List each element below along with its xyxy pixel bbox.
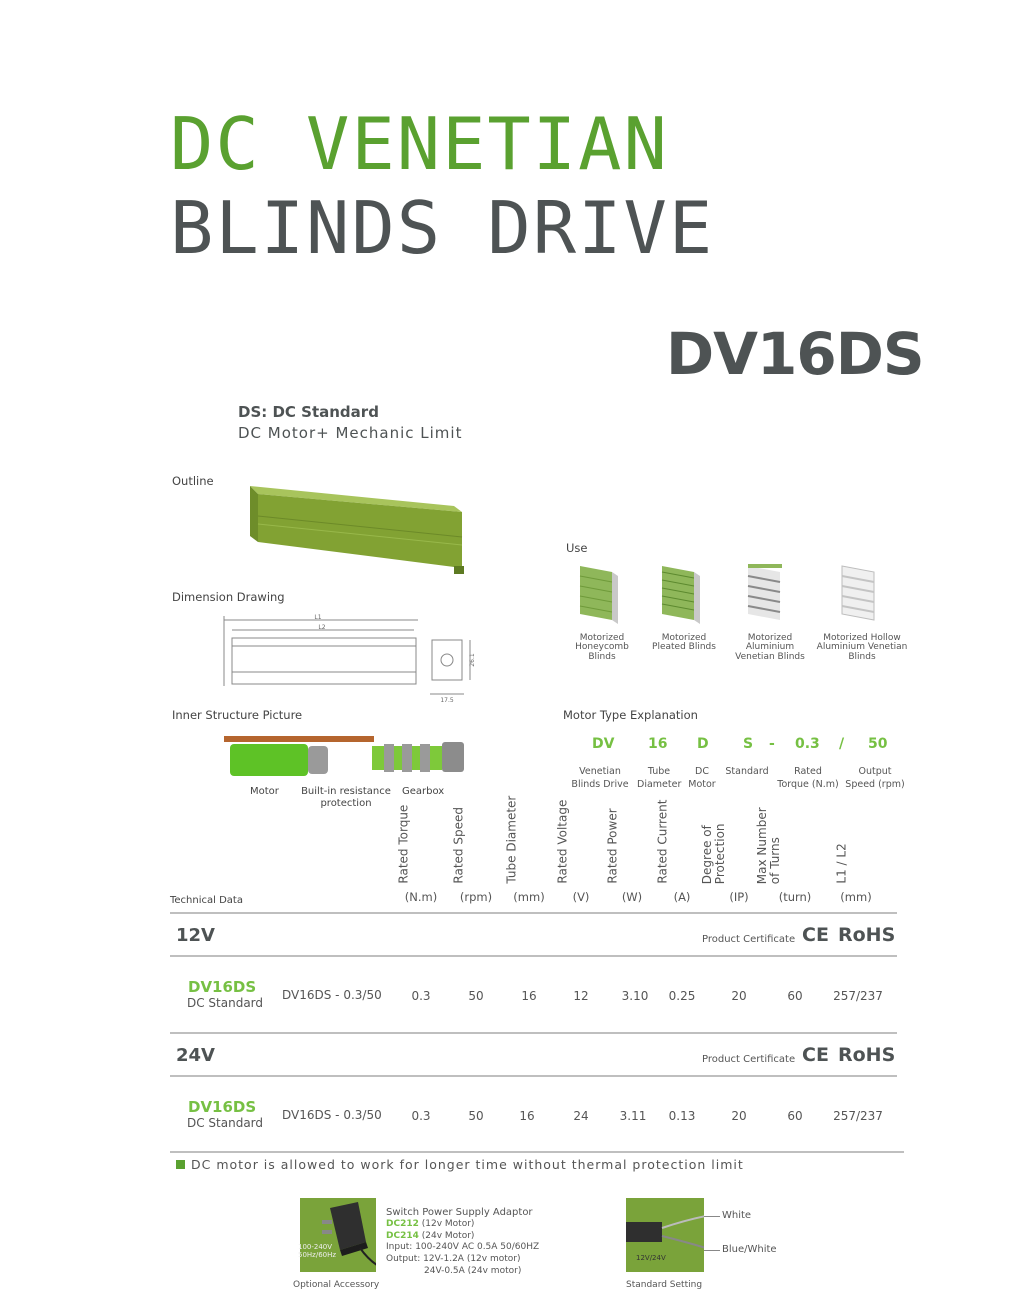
- intro-subtitle: DC Motor+ Mechanic Limit: [238, 424, 463, 442]
- standard-setting-image: [626, 1198, 704, 1272]
- cell: 0.25: [668, 989, 696, 1003]
- accessory-title: Switch Power Supply Adaptor: [386, 1207, 533, 1218]
- cell: 60: [787, 1109, 803, 1123]
- aluminium-blind-icon: [726, 562, 814, 628]
- table-row: [0, 1098, 1010, 1138]
- row-model-code: DV16DS - 0.3/50: [282, 1108, 382, 1122]
- wire-line: [704, 1250, 720, 1251]
- code-desc: Venetian Blinds Drive: [571, 766, 629, 790]
- code-desc: Output Speed (rpm): [845, 766, 905, 790]
- use-item-label: Motorized Honeycomb Blinds: [575, 633, 629, 662]
- intro-title: DS: DC Standard: [238, 403, 379, 421]
- code-part: -: [769, 736, 775, 752]
- honeycomb-blind-icon: [562, 562, 642, 628]
- divider: [170, 955, 897, 957]
- use-label: Use: [566, 541, 588, 555]
- unit: (N.m): [404, 890, 438, 904]
- cell: 60: [787, 989, 803, 1003]
- inner-caption-motor: Motor: [250, 786, 279, 797]
- wire-line: [704, 1216, 720, 1217]
- cell: 3.10: [621, 989, 649, 1003]
- motor-type-label: Motor Type Explanation: [563, 708, 698, 722]
- use-item: [644, 562, 724, 653]
- cell: 0.3: [411, 1109, 431, 1123]
- dim-width: 17.5: [440, 697, 454, 704]
- accessory-output-1: Output: 12V-1.2A (12v motor): [386, 1254, 521, 1265]
- use-item: [562, 562, 642, 662]
- title-line-1: DC VENETIAN: [170, 102, 669, 186]
- unit: (W): [621, 890, 643, 904]
- table-row: [0, 978, 1010, 1018]
- cell: 3.11: [619, 1109, 647, 1123]
- col-header: Rated Current: [655, 799, 670, 884]
- use-item-label: Motorized Aluminium Venetian Blinds: [735, 633, 805, 662]
- cell: 16: [519, 1109, 535, 1123]
- wire-bluewhite-label: Blue/White: [722, 1244, 777, 1255]
- cell: 257/237: [833, 1109, 883, 1123]
- dimension-label: Dimension Drawing: [172, 590, 285, 604]
- divider: [170, 1151, 904, 1153]
- code-desc: DC Motor: [688, 766, 716, 790]
- cell: 24: [573, 1109, 589, 1123]
- accessory-dc212-note: (12v Motor): [421, 1219, 475, 1229]
- note-text: DC motor is allowed to work for longer time without thermal protection limit: [191, 1157, 744, 1172]
- code-part: S: [743, 736, 754, 752]
- unit-row: [0, 890, 1010, 906]
- inner-caption-resistance: Built-in resistance protection: [301, 786, 391, 809]
- col-header: Max Number of Turns: [754, 807, 782, 884]
- rohs-mark-icon: RoHS: [838, 924, 896, 946]
- hollow-aluminium-blind-icon: [816, 562, 908, 628]
- row-model-type: DC Standard: [187, 1116, 264, 1130]
- accessory-output-2: 24V-0.5A (24v motor): [424, 1265, 522, 1276]
- rohs-mark-icon: RoHS: [838, 1044, 896, 1066]
- cert-label: Product Certificate: [702, 1054, 796, 1065]
- model-code: DV16DS: [666, 320, 924, 388]
- code-part: 16: [648, 736, 668, 752]
- col-header: L1 / L2: [834, 843, 849, 884]
- adaptor-image-label: [298, 1244, 336, 1259]
- standard-box-label: 12V/24V: [636, 1254, 666, 1262]
- divider: [170, 1075, 897, 1077]
- code-part: 50: [868, 736, 888, 752]
- adaptor-plug-label-2: 50Hz/60Hz: [298, 1250, 337, 1259]
- inner-structure-image: [222, 732, 468, 780]
- cell: 0.13: [668, 1109, 696, 1123]
- accessory-dc212: DC212: [386, 1219, 419, 1229]
- dim-l2: L2: [318, 624, 326, 631]
- pleated-blind-icon: [644, 562, 724, 628]
- accessory-dc214: DC214: [386, 1230, 419, 1241]
- cell: 20: [731, 989, 747, 1003]
- col-header: Rated Torque: [396, 805, 411, 884]
- dim-height: 26.1: [469, 653, 476, 667]
- col-header: Degree of Protection: [699, 823, 727, 884]
- cell: 50: [468, 1109, 484, 1123]
- ce-mark-icon: CE: [802, 1044, 829, 1066]
- code-part: /: [839, 736, 845, 752]
- code-part: 0.3: [795, 736, 820, 752]
- note-bullet-icon: [176, 1160, 185, 1169]
- row-model-code: DV16DS - 0.3/50: [282, 988, 382, 1002]
- row-model-name: DV16DS: [188, 978, 257, 996]
- code-desc: Standard: [725, 766, 769, 777]
- code-desc: Rated Torque (N.m): [777, 766, 839, 790]
- cert-label: Product Certificate: [702, 934, 796, 945]
- standard-setting-caption: Standard Setting: [626, 1280, 703, 1290]
- outline-label: Outline: [172, 474, 214, 488]
- col-header: Rated Speed: [451, 807, 466, 884]
- cell: 257/237: [833, 989, 883, 1003]
- technical-data-label: Technical Data: [170, 895, 243, 906]
- voltage-label: 24V: [176, 1045, 215, 1066]
- col-header: Rated Power: [605, 808, 620, 884]
- dimension-drawing: [218, 610, 478, 710]
- use-item: [726, 562, 814, 662]
- inner-caption-gearbox: Gearbox: [402, 786, 445, 797]
- cell: 20: [731, 1109, 747, 1123]
- motor-outline-image: [244, 482, 468, 578]
- cell: 12: [573, 989, 589, 1003]
- unit: (A): [673, 890, 691, 904]
- code-part: DV: [592, 736, 615, 752]
- unit: (IP): [729, 890, 749, 904]
- wire-white-label: White: [722, 1210, 752, 1221]
- cell: 0.3: [411, 989, 431, 1003]
- accessory-dc214-note: (24v Motor): [421, 1230, 475, 1241]
- dim-l1: L1: [314, 614, 322, 621]
- cell: 16: [521, 989, 537, 1003]
- row-model-type: DC Standard: [187, 996, 264, 1010]
- voltage-label: 12V: [176, 925, 215, 946]
- inner-structure-label: Inner Structure Picture: [172, 708, 303, 722]
- use-item-label: Motorized Hollow Aluminium Venetian Blinds: [816, 633, 908, 662]
- unit: (turn): [778, 890, 812, 904]
- unit: (V): [572, 890, 590, 904]
- title-line-2: BLINDS DRIVE: [170, 186, 715, 270]
- ce-mark-icon: CE: [802, 924, 829, 946]
- accessory-info: [386, 1206, 539, 1277]
- use-item-label: Motorized Pleated Blinds: [652, 633, 716, 653]
- unit: (mm): [840, 890, 872, 904]
- divider: [170, 1032, 897, 1034]
- adaptor-plug-label-1: 100-240V: [298, 1243, 333, 1251]
- adaptor-image: [300, 1198, 376, 1272]
- unit: (rpm): [459, 890, 493, 904]
- col-header: Rated Voltage: [555, 800, 570, 884]
- accessory-caption: Optional Accessory: [293, 1280, 380, 1290]
- use-item: [816, 562, 908, 662]
- use-list: [562, 562, 908, 662]
- unit: (mm): [513, 890, 545, 904]
- accessory-input: Input: 100-240V AC 0.5A 50/60HZ: [386, 1242, 540, 1253]
- cell: 50: [468, 989, 484, 1003]
- power-adaptor-icon: [300, 1198, 376, 1272]
- code-desc: Tube Diameter: [637, 766, 682, 790]
- motor-type-code: [563, 736, 908, 796]
- row-model-name: DV16DS: [188, 1098, 257, 1116]
- col-header: Tube Diameter: [504, 796, 519, 884]
- code-part: D: [697, 736, 709, 752]
- divider: [170, 912, 897, 914]
